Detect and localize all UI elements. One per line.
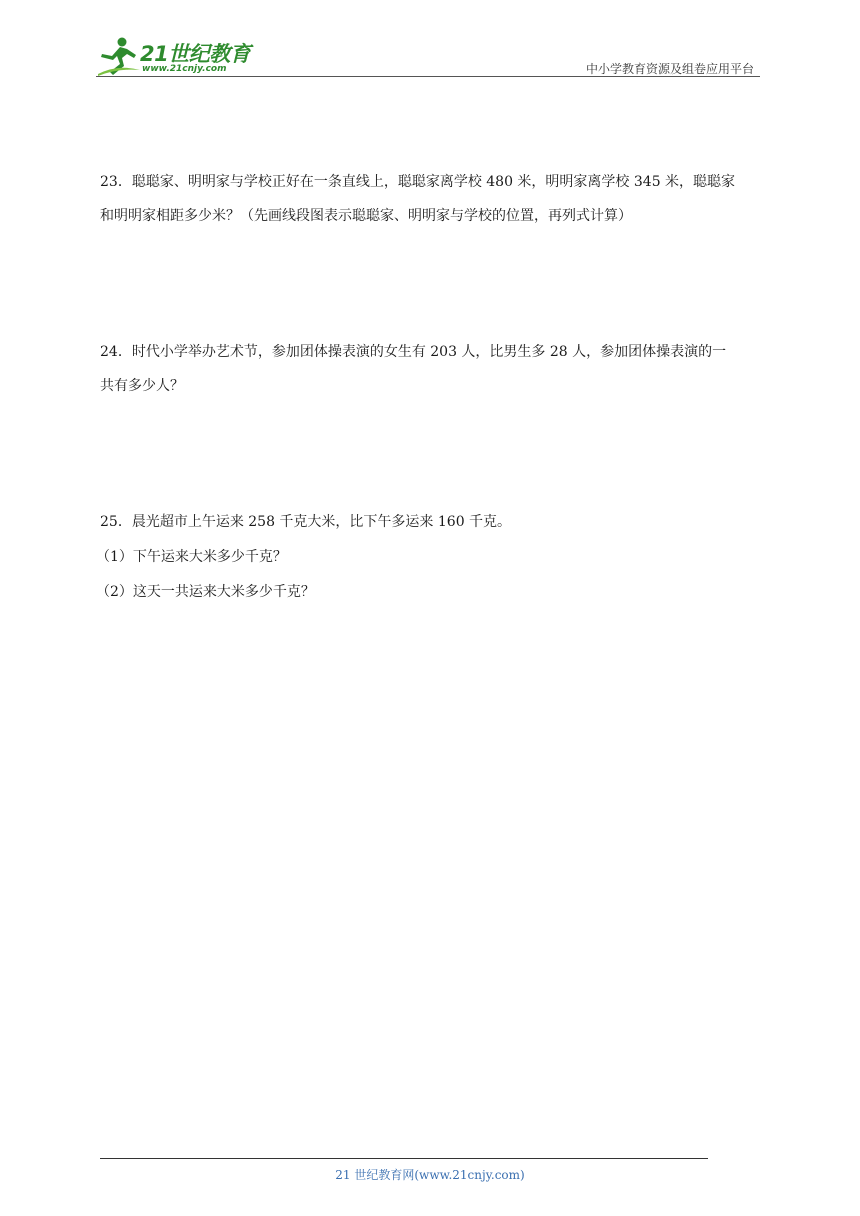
runner-logo-icon xyxy=(96,34,142,78)
question-line: 24．时代小学举办艺术节，参加团体操表演的女生有 203 人，比男生多 28 人，参加团体操表演的一 xyxy=(100,344,727,360)
footer-link[interactable]: 21 世纪教育网(www.21cnjy.com) xyxy=(335,1168,525,1182)
page-header xyxy=(96,30,760,78)
question-line: 23．聪聪家、明明家与学校正好在一条直线上，聪聪家离学校 480 米，明明家离学校 345 米，聪聪家 xyxy=(100,174,736,190)
sub-question-1: （1）下午运来大米多少千克？ xyxy=(96,549,287,565)
sub-question-2: （2）这天一共运来大米多少千克？ xyxy=(96,584,315,600)
question-line: 共有多少人？ xyxy=(100,378,184,394)
platform-name: 中小学教育资源及组卷应用平台 xyxy=(585,62,754,76)
question-25 xyxy=(96,505,764,610)
question-line: 25．晨光超市上午运来 258 千克大米，比下午多运来 160 千克。 xyxy=(100,514,512,530)
question-23 xyxy=(100,165,764,233)
logo-text: 21世纪教育 xyxy=(140,42,251,66)
footer-divider xyxy=(100,1158,708,1159)
header-divider xyxy=(96,76,760,77)
site-logo xyxy=(96,34,266,78)
question-line: 和明明家相距多少米？（先画线段图表示聪聪家、明明家与学校的位置，再列式计算） xyxy=(100,208,632,224)
question-24 xyxy=(100,335,764,403)
logo-url: www.21cnjy.com xyxy=(142,64,227,74)
